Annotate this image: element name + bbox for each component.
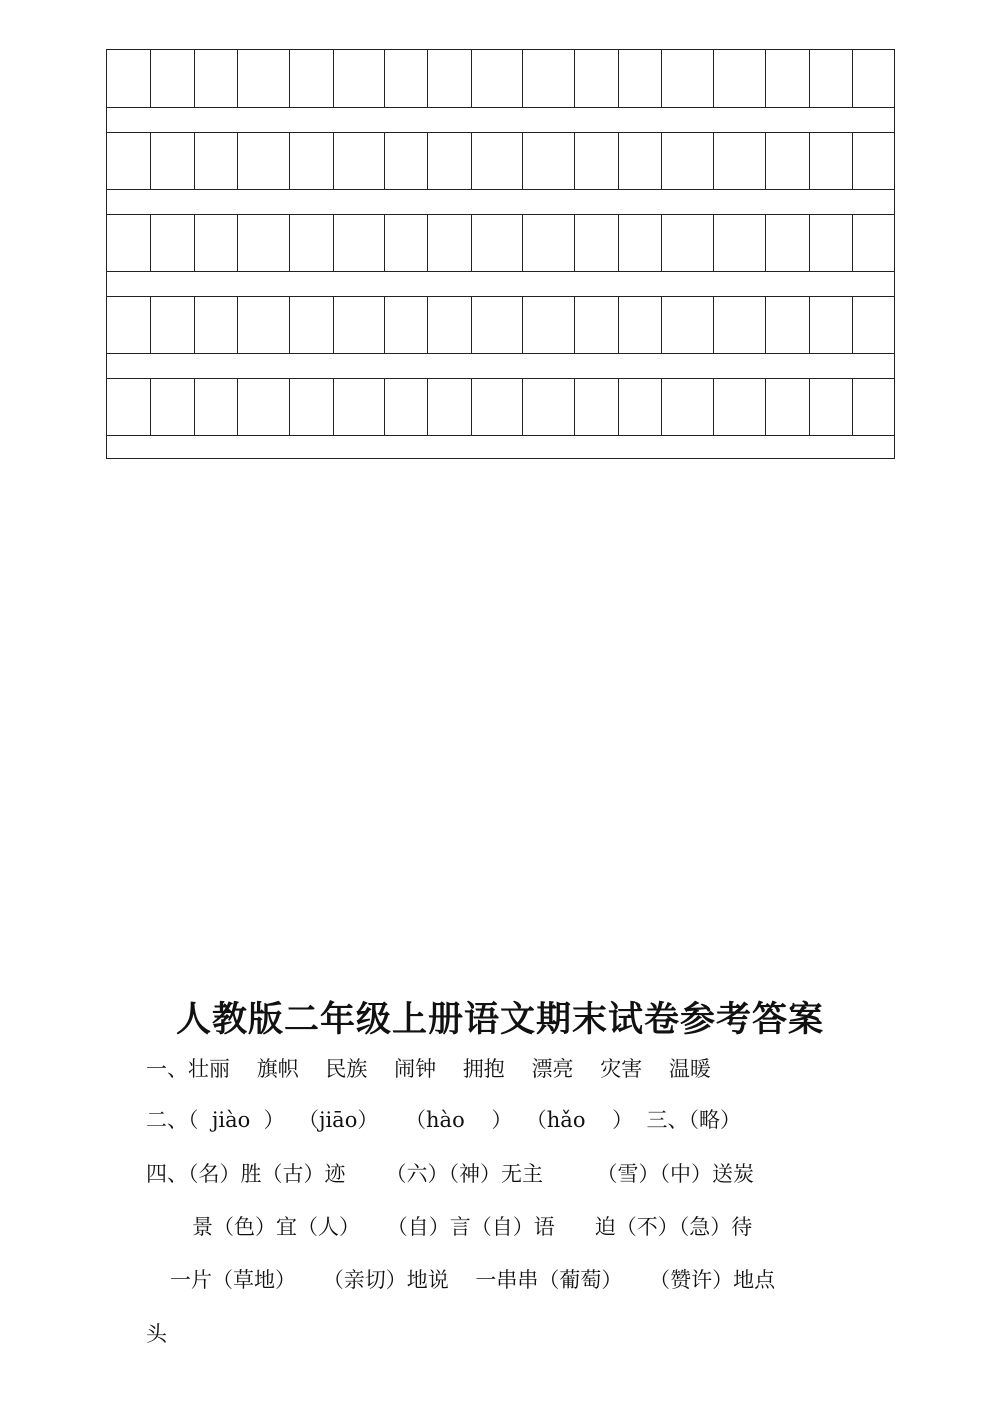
grid-cell-divider bbox=[289, 297, 290, 354]
grid-cell-divider bbox=[618, 297, 619, 354]
grid-cell-divider bbox=[194, 133, 195, 190]
grid-cell-divider bbox=[289, 215, 290, 272]
grid-cell-divider bbox=[333, 379, 334, 436]
grid-cell-divider bbox=[471, 133, 472, 190]
grid-cell-divider bbox=[852, 50, 853, 107]
grid-cell-divider bbox=[661, 215, 662, 272]
grid-cell-divider bbox=[618, 379, 619, 436]
grid-box-row bbox=[107, 132, 894, 190]
grid-box-row bbox=[107, 378, 894, 436]
grid-cell-divider bbox=[471, 215, 472, 272]
grid-cell-divider bbox=[427, 215, 428, 272]
grid-cell-divider bbox=[289, 379, 290, 436]
grid-cell-divider bbox=[522, 133, 523, 190]
answer-line-4: 景（色）宜（人） （自）言（自）语 迫（不）（急）待 bbox=[192, 1215, 753, 1239]
grid-cell-divider bbox=[427, 50, 428, 107]
grid-cell-divider bbox=[194, 50, 195, 107]
grid-cell-divider bbox=[384, 215, 385, 272]
grid-cell-divider bbox=[574, 133, 575, 190]
grid-spacer-row bbox=[107, 107, 894, 133]
grid-cell-divider bbox=[150, 297, 151, 354]
grid-cell-divider bbox=[384, 297, 385, 354]
grid-spacer-row bbox=[107, 353, 894, 379]
grid-cell-divider bbox=[194, 215, 195, 272]
grid-spacer-row bbox=[107, 271, 894, 297]
writing-grid bbox=[106, 49, 895, 459]
grid-cell-divider bbox=[852, 379, 853, 436]
grid-cell-divider bbox=[522, 215, 523, 272]
grid-cell-divider bbox=[713, 215, 714, 272]
grid-cell-divider bbox=[618, 50, 619, 107]
grid-cell-divider bbox=[713, 133, 714, 190]
grid-spacer-row bbox=[107, 189, 894, 215]
grid-cell-divider bbox=[852, 215, 853, 272]
grid-cell-divider bbox=[427, 379, 428, 436]
grid-cell-divider bbox=[618, 133, 619, 190]
grid-box-row bbox=[107, 50, 894, 107]
grid-cell-divider bbox=[809, 50, 810, 107]
grid-cell-divider bbox=[574, 297, 575, 354]
grid-cell-divider bbox=[618, 215, 619, 272]
answer-line-5: 一片（草地） （亲切）地说 一串串（葡萄） （赞许）地点 bbox=[170, 1268, 776, 1292]
grid-cell-divider bbox=[427, 133, 428, 190]
grid-spacer-row bbox=[107, 435, 894, 461]
grid-cell-divider bbox=[194, 379, 195, 436]
grid-cell-divider bbox=[809, 215, 810, 272]
grid-cell-divider bbox=[765, 379, 766, 436]
grid-cell-divider bbox=[333, 50, 334, 107]
grid-cell-divider bbox=[522, 379, 523, 436]
grid-cell-divider bbox=[333, 215, 334, 272]
grid-cell-divider bbox=[150, 50, 151, 107]
grid-cell-divider bbox=[237, 379, 238, 436]
grid-cell-divider bbox=[471, 50, 472, 107]
grid-cell-divider bbox=[809, 297, 810, 354]
grid-cell-divider bbox=[237, 215, 238, 272]
grid-cell-divider bbox=[765, 215, 766, 272]
grid-cell-divider bbox=[333, 133, 334, 190]
grid-cell-divider bbox=[661, 297, 662, 354]
grid-cell-divider bbox=[471, 297, 472, 354]
answer-title: 人教版二年级上册语文期末试卷参考答案 bbox=[175, 1000, 824, 1040]
grid-cell-divider bbox=[661, 50, 662, 107]
grid-cell-divider bbox=[384, 50, 385, 107]
grid-cell-divider bbox=[333, 297, 334, 354]
grid-cell-divider bbox=[713, 50, 714, 107]
grid-cell-divider bbox=[713, 379, 714, 436]
answer-line-3: 四、（名）胜（古）迹 （六）（神）无主 （雪）（中）送炭 bbox=[146, 1162, 754, 1186]
answer-line-1: 一、壮丽 旗帜 民族 闹钟 拥抱 漂亮 灾害 温暖 bbox=[146, 1057, 711, 1081]
grid-cell-divider bbox=[852, 297, 853, 354]
grid-cell-divider bbox=[471, 379, 472, 436]
grid-cell-divider bbox=[384, 379, 385, 436]
grid-cell-divider bbox=[427, 297, 428, 354]
grid-cell-divider bbox=[574, 215, 575, 272]
grid-box-row bbox=[107, 214, 894, 272]
answer-line-2: 二、（ jiào ） （jiāo） （hào ） （hǎo ） 三、（略） bbox=[146, 1108, 742, 1132]
grid-cell-divider bbox=[289, 133, 290, 190]
grid-cell-divider bbox=[765, 133, 766, 190]
grid-cell-divider bbox=[384, 133, 385, 190]
grid-cell-divider bbox=[150, 215, 151, 272]
grid-cell-divider bbox=[574, 50, 575, 107]
grid-cell-divider bbox=[809, 133, 810, 190]
grid-cell-divider bbox=[713, 297, 714, 354]
grid-cell-divider bbox=[237, 133, 238, 190]
grid-box-row bbox=[107, 296, 894, 354]
grid-cell-divider bbox=[661, 379, 662, 436]
grid-cell-divider bbox=[194, 297, 195, 354]
grid-cell-divider bbox=[765, 297, 766, 354]
grid-cell-divider bbox=[150, 133, 151, 190]
grid-cell-divider bbox=[289, 50, 290, 107]
grid-cell-divider bbox=[809, 379, 810, 436]
grid-cell-divider bbox=[237, 297, 238, 354]
grid-cell-divider bbox=[574, 379, 575, 436]
grid-cell-divider bbox=[150, 379, 151, 436]
grid-cell-divider bbox=[522, 50, 523, 107]
grid-cell-divider bbox=[237, 50, 238, 107]
grid-cell-divider bbox=[522, 297, 523, 354]
grid-cell-divider bbox=[661, 133, 662, 190]
answer-line-6: 头 bbox=[146, 1322, 167, 1346]
grid-cell-divider bbox=[852, 133, 853, 190]
grid-cell-divider bbox=[765, 50, 766, 107]
